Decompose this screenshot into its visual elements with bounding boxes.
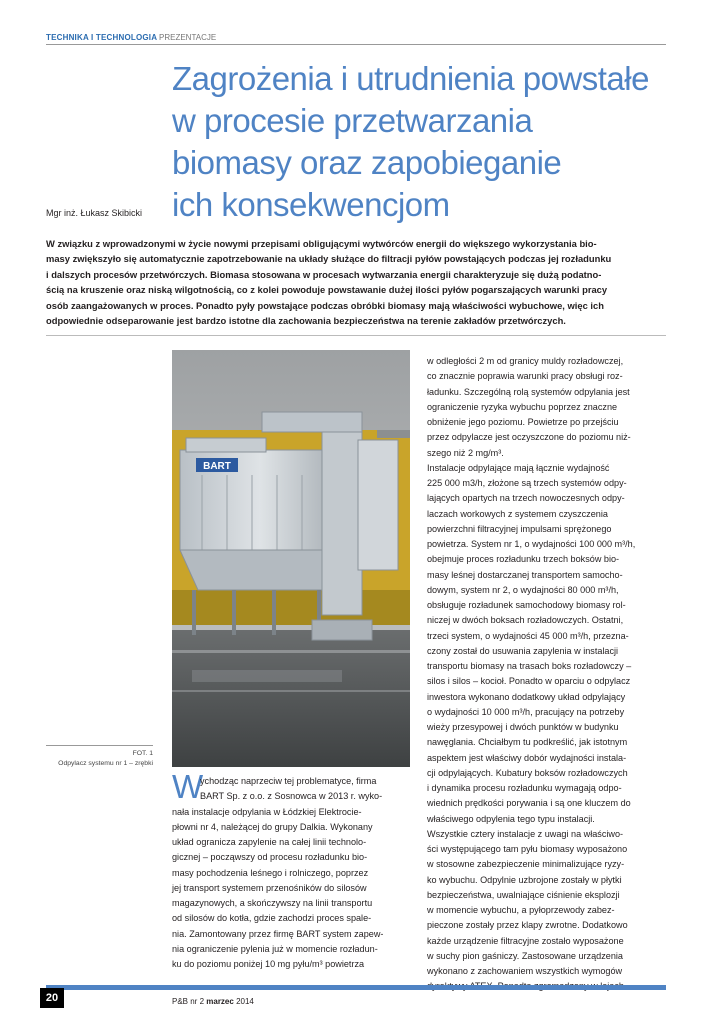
text-line: lających opartych na trzech nowoczesnych odpy- (427, 493, 625, 504)
text-line: aspektem jest właściwy dobór wydajności instala- (427, 752, 627, 763)
dust-collector-photo (172, 350, 410, 767)
author: Mgr inż. Łukasz Skibicki (46, 208, 143, 218)
text-line: gicznej – począwszy od procesu rozładunku bio- (172, 852, 368, 863)
magazine-issue (172, 997, 254, 1006)
text-line: nała instalacje odpylania w Łódzkiej Elektrocie- (172, 806, 362, 817)
text-line: właściwego odpylenia tego typu instalacji. (427, 813, 595, 824)
caption-label: FOT. 1 (132, 750, 153, 757)
lead-divider (46, 335, 666, 336)
text-line: 225 000 m3/h, złożone są trzech systemów odpy- (427, 478, 627, 488)
text-line: od silosów do kotła, gdzie zachodzi proces spale- (172, 913, 372, 924)
text-line: każde urządzenie filtracyjne zostało wyposażone (427, 935, 624, 946)
title-line: w procesie przetwarzania (172, 102, 533, 139)
text-line: ku do poziomu poniżej 10 mg pyłu/m³ powietrza (172, 959, 365, 969)
text-line: magazynowych, a skończywszy na linii transportu (172, 898, 373, 908)
right-column-text (427, 354, 666, 995)
header-subsection: PREZENTACJE (159, 33, 217, 42)
lead-line: W związku z wprowadzonymi w życie nowymi przepisami obligującymi wytwórców energii do większego wykorzystania bio- (46, 238, 597, 249)
text-line: ko wybuchu. Odpylnie uzbrojone zostały w płytki (427, 874, 622, 885)
text-line: jej transport systemem przenośników do silosów (172, 882, 367, 893)
drop-cap: W (172, 768, 204, 805)
text-line: niczej w dwóch boksach rozładowczych. Ostatni, (427, 615, 624, 626)
text-line: przez odpylacze jest oczyszczone do poziomu niż- (427, 432, 631, 443)
text-line: cji odpylających. Kubatury boksów rozładowczych (427, 767, 628, 778)
text-line: ychodząc naprzeciw tej problematyce, firma (200, 776, 377, 786)
text-line: w odległości 2 m od granicy muldy rozładowczej, (427, 356, 624, 366)
text-line: obsługuje rozładunek samochodowy biomasy rol- (427, 600, 626, 610)
text-line: BART Sp. z o.o. z Sosnowca w 2013 r. wyko- (200, 791, 383, 802)
text-line: w suchy pion gaśniczy. Zastosowane urządzenia (427, 950, 623, 961)
text-line: ograniczenie ryzyka wybuchu poprzez znaczne (427, 401, 618, 412)
header-section: TECHNIKA I TECHNOLOGIA (46, 33, 158, 42)
text-line: obejmuje proces rozładunku trzech boksów bio- (427, 554, 620, 565)
left-column-text (172, 768, 410, 972)
text-line: masy pochodzenia leśnego i rolniczego, poprzez (172, 867, 369, 878)
magazine-name: P&B nr 2 (172, 997, 205, 1006)
lead-line: odpowiednie odseparowanie jest bardzo istotne dla zachowania bezpieczeństwa na terenie zakładów przetwórczych. (46, 315, 566, 327)
lead-line: i dalszych procesów przetwórczych. Biomasa stosowana w procesach wytwarzania energii charakteryzuje się dużą podatno- (46, 268, 602, 280)
article-title (172, 58, 692, 226)
lead-line: osób zaangażowanych w proces. Ponadto pyły powstające podczas obróbki biomasy mają właściwości wybuchowe, więc ich (46, 299, 604, 311)
text-line: bezpieczeństwa, uwalniające ciśnienie eksplozji (427, 889, 620, 900)
text-line: Wszystkie cztery instalacje z uwagi na właściwo- (427, 828, 624, 839)
text-line: czony został do usuwania zapylenia w instalacji (427, 645, 619, 656)
text-line: w stosowne zabezpieczenie minimalizujące ryzy- (427, 859, 625, 870)
text-line: powierzchni filtracyjnej impulsami sprężonego (427, 523, 612, 534)
caption-divider (46, 745, 153, 746)
text-line: wykonano z zachowaniem wszystkich wymogów (427, 966, 623, 976)
text-line: ładunku. Szczególną rolą systemów odpylania jest (427, 386, 630, 397)
lead-paragraph (46, 236, 668, 328)
header-divider (46, 44, 666, 45)
text-line: i dynamika procesu rozładunku wymagają odpo- (427, 783, 622, 793)
issue-year: 2014 (236, 997, 254, 1006)
text-line: nia. Zamontowany przez firmę BART system zapew- (172, 928, 384, 939)
text-line: wiednich prędkości porywania i są one kluczem do (427, 798, 631, 809)
title-line: ich konsekwencjom (172, 186, 450, 223)
text-line: o wydajności 10 000 m³/h, pracujący na potrzeby (427, 706, 625, 717)
text-line: Instalacje odpylające mają łącznie wydajność (427, 462, 610, 473)
caption-text: Odpylacz systemu nr 1 – zrębki (58, 760, 153, 767)
title-line: biomasy oraz zapobieganie (172, 144, 562, 181)
bart-logo-text: BART (203, 461, 231, 472)
text-line: nia ograniczenie pylenia już w momencie rozładun- (172, 943, 378, 954)
text-line: transportu biomasy na trasach boks rozładowczy – (427, 661, 632, 671)
text-line: ści występującego tam pyłu biomasy wyposażono (427, 844, 628, 854)
figure-caption (58, 749, 153, 769)
text-line: powietrza. System nr 1, o wydajności 100 000 m³/h, (427, 539, 636, 549)
issue-month: marzec (206, 997, 234, 1006)
text-line: masy leśnej dostarczanej transportem samocho- (427, 569, 623, 580)
page-number: 20 (40, 988, 64, 1008)
text-line: wieży przesypowej i dwóch punktów w budynku (427, 722, 619, 732)
text-line: szego niż 2 mg/m³. (427, 447, 504, 458)
text-line: laczach workowych z systemem czyszczenia (427, 508, 608, 519)
text-line: układ ogranicza zapylenie na całej linii technolo- (172, 837, 367, 847)
text-line: w momencie wybuchu, a pyłoprzewody zabez- (427, 905, 615, 915)
lead-line: masy zwiększyło się automatycznie zapotrzebowanie na układy służące do filtracji pyłów powstających podczas jej rozładunku (46, 253, 612, 265)
text-line: silos i silos – kocioł. Ponadto w oparciu o odpylacz (427, 676, 631, 687)
text-line: płowni nr 4, należącej do grupy Dalkia. Wykonany (172, 821, 373, 832)
text-line: trzeci system, o wydajności 45 000 m³/h, przezna- (427, 630, 629, 641)
title-line: Zagrożenia i utrudnienia powstałe (172, 60, 649, 97)
text-line: obniżenie jego poziomu. Powietrze po przejściu (427, 417, 619, 427)
lead-line: ścią na kruszenie oraz niską wilgotnością, co z kolei powoduje powstawanie dużej ilości pyłów pogarszających warunki pracy (46, 284, 608, 296)
text-line: inwestora wykonano dodatkowy układ odpylający (427, 691, 626, 702)
text-line: pieczone zostały przez klapy zwrotne. Dodatkowo (427, 920, 628, 931)
text-line: nawęglania. Chciałbym tu podkreślić, jak istotnym (427, 737, 628, 748)
text-line: co znacznie poprawia warunki pracy obsługi roz- (427, 371, 623, 382)
text-line: dowym, system nr 2, o wydajności 80 000 m³/h, (427, 584, 619, 595)
footer-bar (46, 985, 666, 990)
